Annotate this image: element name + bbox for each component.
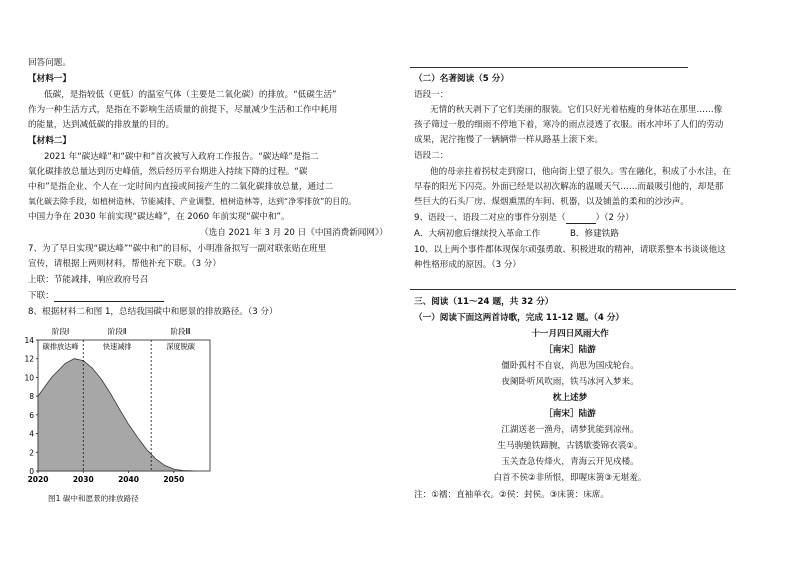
material-2-line: 中国力争在 2030 年前实现“碳达峰”，在 2060 年前实现“碳中和”。 (28, 212, 290, 222)
material-2-line: 氧化碳去除手段，如植树造林、节能减排、产业调整、植树造林等，达到“净零排放”的目的。 (28, 197, 357, 206)
poem-2-line: 江湖送老一渔舟，请梦犹能到凉州。 (501, 425, 639, 435)
material-1-line: 低碳，是指较低（更低）的温室气体（主要是二氧化碳）的排放。“低碳生活” (44, 90, 337, 100)
y-tick-label: 14 (24, 336, 34, 345)
option-a: A．大病初愈后继续投入革命工作 (414, 229, 541, 239)
passage-2-label: 语段二： (414, 151, 449, 161)
material-1-line: 作为一种生活方式，是指在不影响生活质量的前提下，尽量减少生活和工作中耗用 (28, 105, 338, 115)
divider (410, 67, 688, 68)
poem-2-line: 白首不侯②非所恨，即喔床箦③无堪羞。 (493, 473, 647, 483)
stage-label: 快速减排 (102, 342, 132, 351)
stage-label: 深度脱碳 (166, 342, 195, 351)
passage-1-line: 成果，泥泞拖慢了一辆辆带一样从路基上滚下来。 (414, 135, 604, 145)
y-tick-label: 10 (24, 373, 34, 383)
section-2-heading: （二）名著阅读（5 分） (414, 74, 509, 84)
section-3-subheading: （一）阅读下面这两首诗歌，完成 11-12 题。（4 分） (414, 313, 625, 323)
lower-couplet-label: 下联： (28, 291, 54, 301)
passage-2-line: 他的母亲拄着拐杖走到窗口，他向街上望了很久。雪在融化，积成了小水洼，在 (430, 167, 731, 177)
passage-1-label: 语段一： (414, 90, 449, 100)
poem-1-line: 僵卧孤村不自哀，尚思为国戍轮台。 (501, 361, 639, 371)
poem-1-author: ［南宋］陆游 (544, 345, 596, 355)
x-tick-label: 2020 (27, 475, 49, 484)
y-tick-label: 4 (29, 429, 34, 439)
stage-label: 碳排放达峰 (42, 342, 79, 351)
poem-2-line: 玉关查急传烽火，青海云开见戍楼。 (501, 457, 639, 467)
material-2-line: 氧化碳排放总量达到历史峰值，然后经历平台期进入持续下降的过程。“碳 (28, 167, 308, 177)
question-7: 7、为了早日实现“碳达峰”“碳中和”的目标，小明准备拟写一副对联张贴在班里 (28, 244, 327, 254)
question-9-end: ）（2 分） (595, 213, 634, 223)
x-tick-label: 2040 (118, 475, 139, 484)
source-citation: （选自 2021 年 3 月 20 日《中国消费新闻网》） (200, 228, 388, 238)
poem-1-line: 夜阑卧听风吹雨，铁马冰河入梦来。 (501, 377, 639, 387)
option-b: B．修建铁路 (570, 229, 619, 239)
stage-header: 阶段Ⅰ (52, 327, 70, 336)
upper-couplet: 上联：节能减排，响应政府号召 (28, 275, 149, 285)
question-9-row (414, 212, 634, 224)
emission-chart (20, 320, 230, 510)
y-tick-label: 12 (24, 354, 34, 364)
poem-1-title: 十一月四日风雨大作 (531, 329, 609, 339)
y-tick-label: 6 (29, 410, 34, 420)
passage-2-line: 些巨大的石头厂房、煤烟熏黑的车间、机器，以及铺盖的柔和的沙沙声。 (414, 197, 690, 207)
divider (410, 289, 736, 290)
passage-1-line: 无情的秋天剥下了它们美丽的服装。它们只好光着枯瘦的身体站在那里……像 (430, 105, 723, 115)
material-2-line: 2021 年“碳达峰”和“碳中和”首次被写入政府工作报告。“碳达峰”是指二 (44, 152, 319, 162)
question-7: 宣传，请根据上两则材料，帮他补充下联。（3 分） (28, 259, 221, 269)
y-tick-label: 2 (29, 448, 34, 458)
lower-couplet-row (28, 290, 164, 302)
stage-header: 阶段Ⅱ (107, 327, 127, 336)
footnote: 注：①襦：直袖单衣。②侯：封侯。③床箦：床席。 (414, 490, 609, 500)
question-8: 8、根据材料二和图 1，总结我国碳中和愿景的排放路径。（3 分） (28, 307, 278, 317)
poem-2-title: 枕上述梦 (552, 393, 588, 403)
question-9: 9、语段一、语段二对应的事件分别是（ (414, 213, 566, 223)
lower-couplet-blank[interactable] (54, 292, 164, 302)
question-10: 10、以上两个事件都体现保尔顽强勇敢、积极进取的精神，请联系整本书谈谈他这 (414, 245, 726, 255)
x-tick-label: 2030 (72, 475, 94, 484)
chart-caption: 图1 碳中和愿景的排放路径 (48, 494, 139, 503)
material-1-heading: 【材料一】 (28, 74, 71, 84)
y-tick-label: 0 (29, 467, 34, 476)
passage-1-line: 孩子筛过一般的细雨不停地下着，寒冷的雨点浸透了衣服。雨水冲坏了人们的劳动 (414, 120, 724, 130)
x-tick-label: 2050 (163, 475, 185, 484)
stage-header: 阶段Ⅲ (170, 327, 191, 336)
material-1-line: 的能量，达到减低碳的排放量的目的。 (28, 120, 175, 130)
section-3-heading: 三、阅读（11～24 题，共 32 分） (414, 297, 554, 307)
poem-2-author: ［南宋］陆游 (544, 409, 596, 419)
passage-2-line: 早春的阳光下闪亮。外面已经是以初次解冻的温暖天气……而最吸引他的，却是那 (414, 182, 724, 192)
material-2-line: 中和”是指企业、个人在一定时间内直接或间接产生的二氧化碳排放总量，通过二 (28, 182, 334, 192)
question-9-blank[interactable] (566, 214, 596, 224)
y-tick-label: 8 (29, 392, 34, 402)
material-2-heading: 【材料二】 (28, 136, 71, 146)
poem-2-line: 生马驹驰铁蹄腕，古锈歇娄锦衣裘①。 (497, 441, 643, 451)
question-10: 种性格形成的原因。（3 分） (414, 260, 522, 270)
intro-text: 回答问题。 (28, 58, 71, 68)
